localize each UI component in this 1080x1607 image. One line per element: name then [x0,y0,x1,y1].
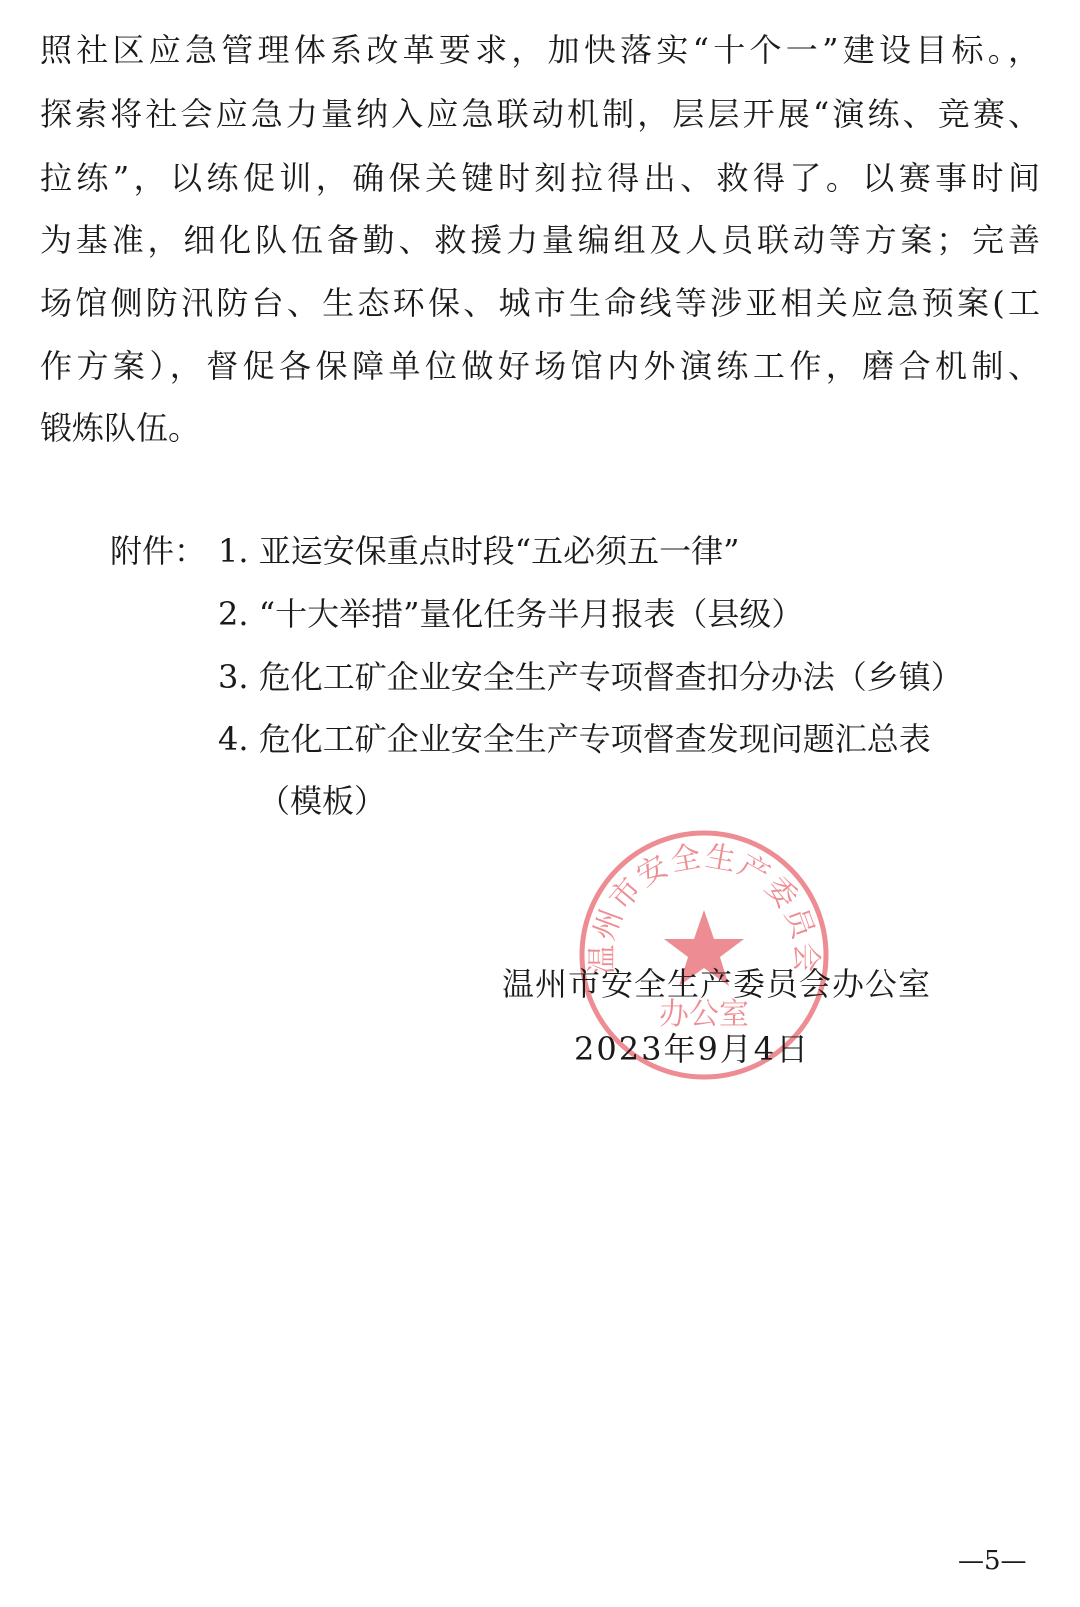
attachment-item: 2. “十大举措”量化任务半月报表（县级） [218,595,804,633]
body-line: 探索将社会应急力量纳入应急联动机制，层层开展“演练、竞赛、 [40,95,1040,133]
body-line: 锻炼队伍。 [40,409,201,447]
attachments-label: 附件： [110,532,207,570]
attachment-item: 4. 危化工矿企业安全生产专项督查发现问题汇总表 [218,720,931,758]
body-line: 作方案），督促各保障单位做好场馆内外演练工作，磨合机制、 [40,347,1040,385]
attachment-item-continuation: （模板） [258,782,387,820]
svg-text:办公室: 办公室 [659,997,749,1032]
attachment-item: 1. 亚运安保重点时段“五必须五一律” [218,532,740,570]
issuing-office: 温州市安全生产委员会办公室 [502,965,932,1003]
body-line: 场馆侧防汛防台、生态环保、城市生命线等涉亚相关应急预案(工 [40,284,1040,322]
body-line: 拉练”，以练促训，确保关键时刻拉得出、救得了。以赛事时间 [40,159,1040,197]
issue-date: 2023年9月4日 [574,1030,811,1068]
body-line: 为基准，细化队伍备勤、救援力量编组及人员联动等方案；完善 [40,221,1040,259]
page-number: —5— [958,1546,1027,1576]
attachment-item: 3. 危化工矿企业安全生产专项督查扣分办法（乡镇） [218,658,963,696]
body-line: 照社区应急管理体系改革要求，加快落实“十个一”建设目标。， [40,31,1040,69]
seal-text: 温州市安全生产委员会 [584,838,824,975]
